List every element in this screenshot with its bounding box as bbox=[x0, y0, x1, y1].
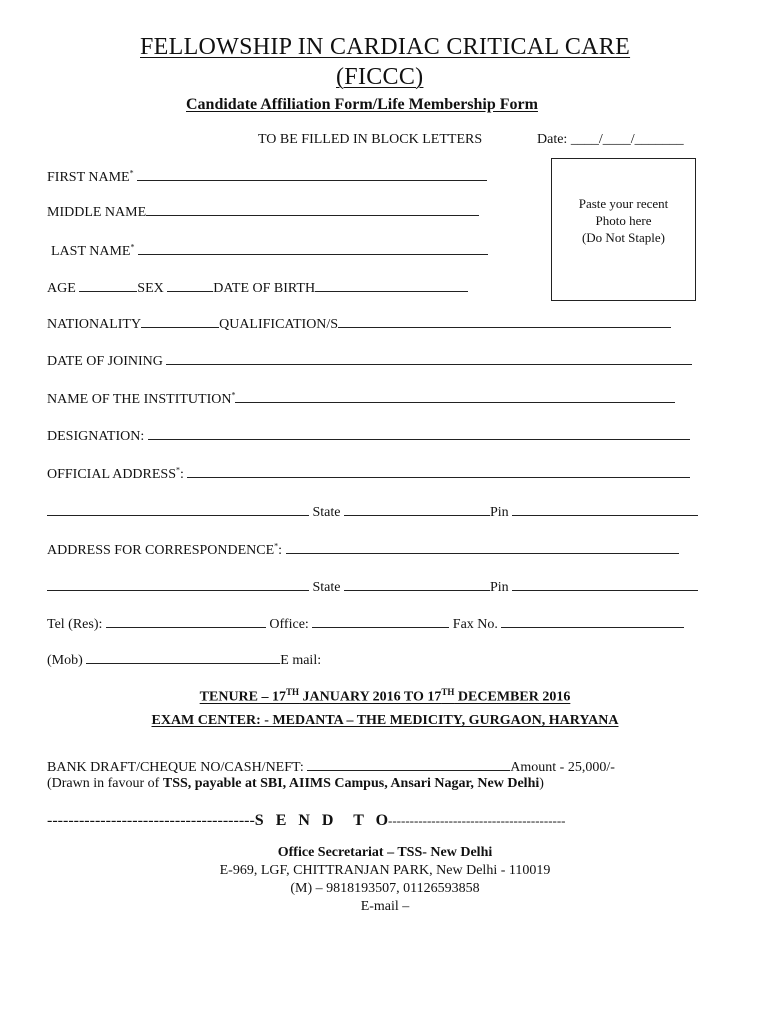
office-name: Office Secretariat – TSS- New Delhi bbox=[277, 845, 493, 860]
form-title: FELLOWSHIP IN CARDIAC CRITICAL CARE bbox=[140, 34, 631, 60]
payment-label: BANK DRAFT/CHEQUE NO/CASH/NEFT: bbox=[47, 760, 304, 775]
middle-name-input[interactable] bbox=[146, 203, 479, 216]
required-mark: * bbox=[130, 242, 135, 252]
fax-label: Fax No. bbox=[452, 617, 498, 632]
correspondence-line2-input[interactable] bbox=[47, 578, 309, 591]
required-mark: * bbox=[176, 465, 181, 475]
dob-input[interactable] bbox=[315, 279, 468, 292]
correspondence-colon: : bbox=[278, 543, 283, 558]
date-of-joining-input[interactable] bbox=[166, 352, 692, 365]
nationality-row bbox=[47, 315, 671, 333]
age-input[interactable] bbox=[79, 279, 137, 292]
photo-instruction-2: Photo here bbox=[595, 213, 652, 228]
middle-name-label: MIDDLE NAME bbox=[47, 205, 147, 220]
correspondence-pin-input[interactable] bbox=[512, 578, 698, 591]
official-address-label: OFFICIAL ADDRESS bbox=[47, 467, 177, 482]
sex-input[interactable] bbox=[167, 279, 213, 292]
send-to-label: S E N D T O bbox=[254, 812, 389, 829]
send-to-dashes-left: --------------------------------------- bbox=[47, 812, 255, 829]
phone-row bbox=[47, 615, 684, 633]
photo-box bbox=[551, 158, 696, 301]
mob-label: (Mob) bbox=[47, 653, 83, 668]
last-name-label: LAST NAME bbox=[51, 244, 131, 259]
amount-label: Amount - 25,000/- bbox=[510, 760, 615, 775]
official-pin-input[interactable] bbox=[512, 503, 698, 516]
photo-instruction-3: (Do Not Staple) bbox=[581, 230, 666, 245]
middle-name-row bbox=[47, 203, 479, 221]
exam-center-line: EXAM CENTER: - MEDANTA – THE MEDICITY, GURGAON, HARYANA bbox=[151, 713, 619, 728]
pin-label: Pin bbox=[490, 580, 509, 595]
last-name-input[interactable] bbox=[138, 242, 488, 255]
nationality-input[interactable] bbox=[141, 315, 219, 328]
nationality-label: NATIONALITY bbox=[47, 317, 142, 332]
age-sex-dob-row bbox=[47, 279, 468, 297]
office-address: E-969, LGF, CHITTRANJAN PARK, New Delhi - 110019 bbox=[219, 863, 551, 878]
official-address-state-row bbox=[47, 503, 698, 521]
correspondence-state-row bbox=[47, 578, 698, 596]
date-of-joining-label: DATE OF JOINING bbox=[47, 354, 163, 369]
institution-row bbox=[47, 390, 675, 408]
official-address-colon: : bbox=[180, 467, 184, 482]
official-address-row bbox=[47, 465, 690, 483]
drawn-in-favour: (Drawn in favour of TSS, payable at SBI, AIIMS Campus, Ansari Nagar, New Delhi) bbox=[47, 776, 544, 791]
office-label: Office: bbox=[269, 617, 309, 632]
dob-label: DATE OF BIRTH bbox=[213, 281, 316, 296]
age-label: AGE bbox=[47, 281, 76, 296]
tel-res-input[interactable] bbox=[106, 615, 266, 628]
correspondence-state-input[interactable] bbox=[344, 578, 490, 591]
office-phone: (M) – 9818193507, 01126593858 bbox=[290, 881, 480, 896]
required-mark: * bbox=[129, 168, 134, 178]
fax-input[interactable] bbox=[501, 615, 684, 628]
institution-label: NAME OF THE INSTITUTION bbox=[47, 392, 232, 407]
qualification-label: QUALIFICATION/S bbox=[219, 317, 339, 332]
correspondence-label: ADDRESS FOR CORRESPONDENCE bbox=[47, 543, 275, 558]
date-of-joining-row bbox=[47, 352, 692, 370]
state-label: State bbox=[312, 580, 341, 595]
designation-label: DESIGNATION: bbox=[47, 429, 145, 444]
qualification-input[interactable] bbox=[338, 315, 671, 328]
designation-input[interactable] bbox=[148, 427, 690, 440]
official-address-input[interactable] bbox=[187, 465, 690, 478]
correspondence-input[interactable] bbox=[286, 541, 679, 554]
mob-input[interactable] bbox=[86, 651, 280, 664]
pin-label: Pin bbox=[490, 505, 509, 520]
email-label: E mail: bbox=[280, 653, 322, 668]
mobile-row bbox=[47, 651, 321, 669]
payment-input[interactable] bbox=[307, 758, 510, 771]
official-address-line2-input[interactable] bbox=[47, 503, 309, 516]
block-letters-instruction: TO BE FILLED IN BLOCK LETTERS bbox=[258, 132, 483, 147]
office-phone-input[interactable] bbox=[312, 615, 449, 628]
state-label: State bbox=[312, 505, 341, 520]
last-name-row bbox=[51, 242, 488, 260]
office-email: E-mail – bbox=[360, 899, 410, 914]
send-to-dashes-right: ----------------------------------------- bbox=[388, 813, 566, 828]
required-mark: * bbox=[231, 390, 236, 400]
photo-instruction-1: Paste your recent bbox=[578, 196, 669, 211]
first-name-input[interactable] bbox=[137, 168, 487, 181]
sex-label: SEX bbox=[137, 281, 164, 296]
institution-input[interactable] bbox=[235, 390, 675, 403]
first-name-label: FIRST NAME bbox=[47, 170, 130, 185]
send-to-divider bbox=[47, 812, 566, 830]
date-field[interactable]: Date: ____/____/_______ bbox=[537, 132, 684, 147]
payment-row bbox=[47, 758, 615, 776]
tel-res-label: Tel (Res): bbox=[47, 617, 103, 632]
form-subtitle: Candidate Affiliation Form/Life Membership Form bbox=[186, 96, 538, 113]
correspondence-row bbox=[47, 541, 679, 559]
designation-row bbox=[47, 427, 690, 445]
official-state-input[interactable] bbox=[344, 503, 490, 516]
form-title-abbrev: (FICCC) bbox=[336, 64, 424, 90]
tenure-line: TENURE – 17TH JANUARY 2016 TO 17TH DECEMBER 2016 bbox=[199, 687, 571, 705]
required-mark: * bbox=[274, 541, 279, 551]
first-name-row bbox=[47, 168, 487, 186]
